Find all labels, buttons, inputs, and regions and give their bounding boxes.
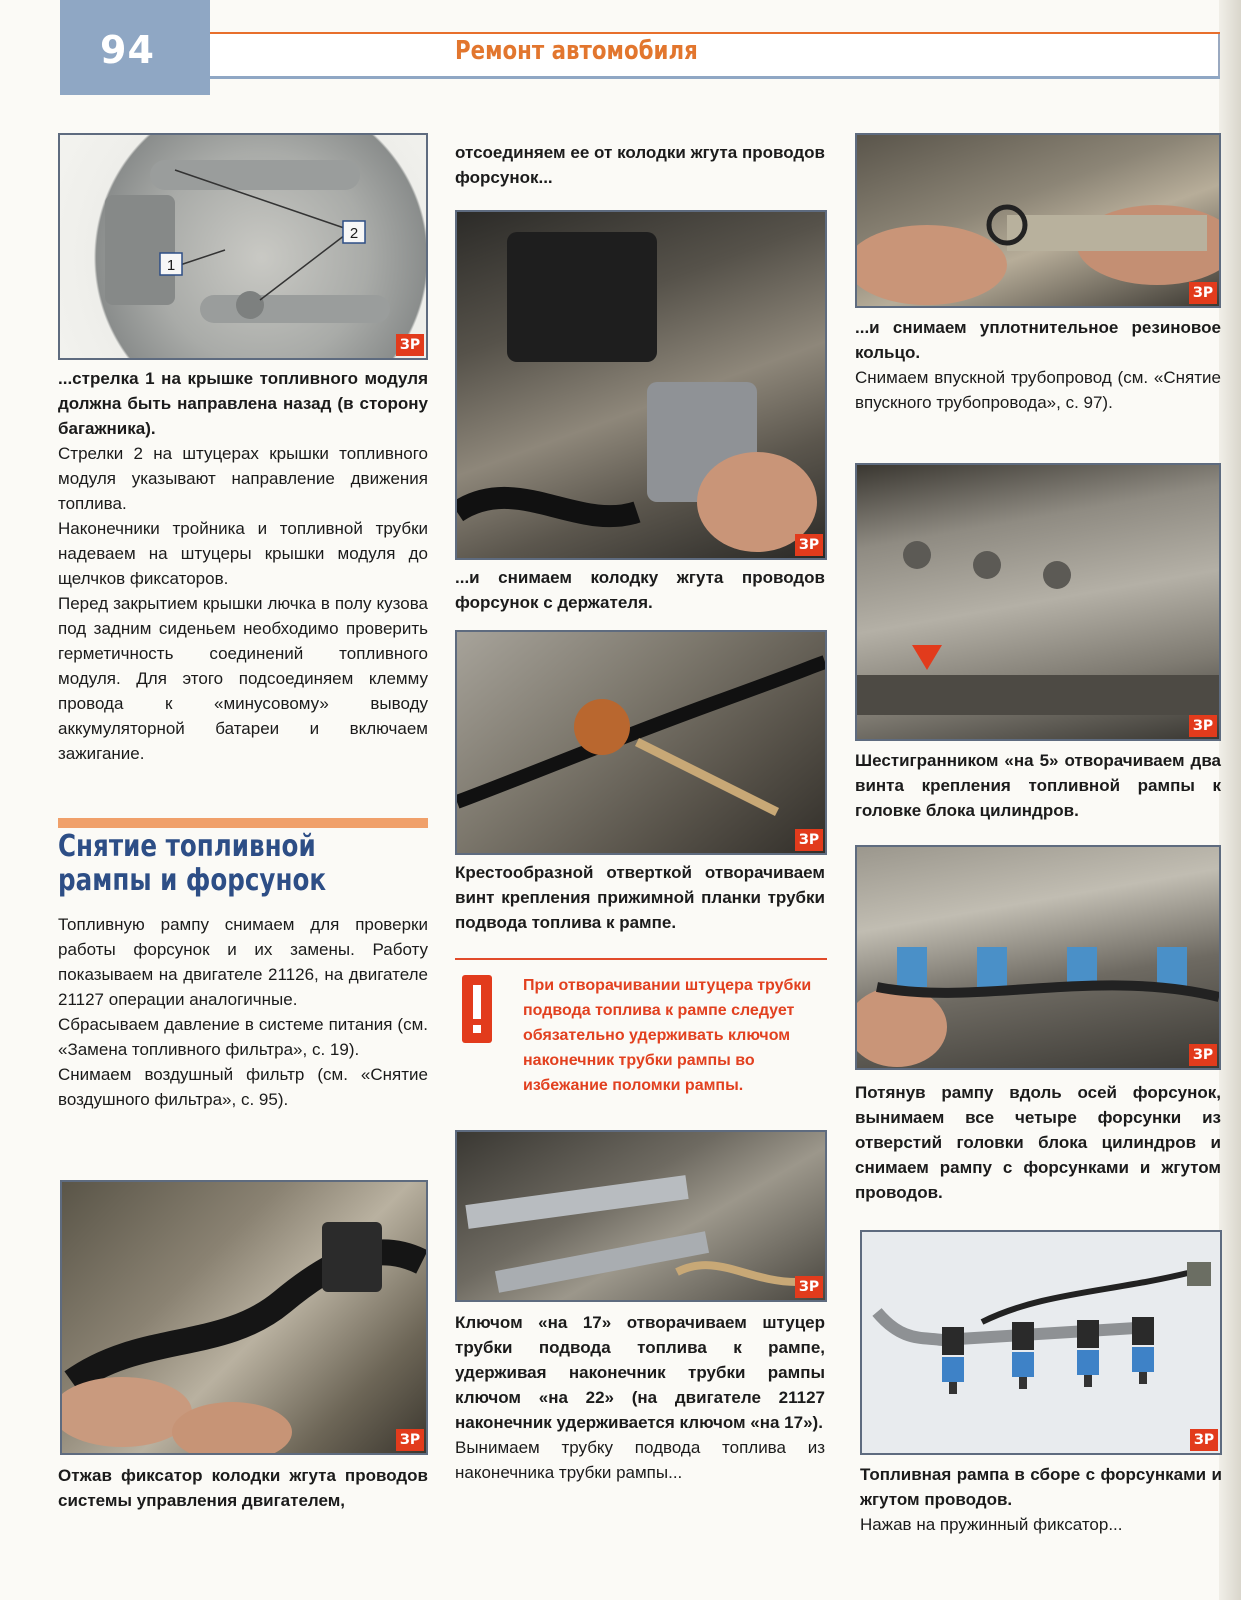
col1-text-block-2 <box>58 912 428 1112</box>
col2-intro <box>455 140 825 190</box>
caption: Крестообразной отверткой отворачиваем винт крепления прижимной планки трубки подвода топлива к рампе. <box>455 863 825 932</box>
warning-icon <box>462 975 492 1043</box>
zr-badge: ЗР <box>795 534 823 556</box>
cylinder-head-photo <box>855 463 1221 741</box>
caption: ...и снимаем колодку жгута проводов форсунок с держателя. <box>455 568 825 612</box>
zr-badge: ЗР <box>1190 1429 1218 1451</box>
warning-text: При отворачивании штуцера трубки подвода топлива к рампе следует обязательно удерживать ключом наконечник трубки рампы во избежание поломки рампы. <box>523 977 812 1094</box>
page-edge <box>1219 0 1241 1600</box>
section-title: Ремонт автомобиля <box>455 36 698 66</box>
col2-text-bottom <box>455 1310 825 1485</box>
col1-caption-bottom <box>58 1463 428 1513</box>
header-rule-bottom <box>210 76 1220 79</box>
caption: Отжав фиксатор колодки жгута проводов системы управления двигателем, <box>58 1466 428 1510</box>
zr-badge: ЗР <box>1189 1044 1217 1066</box>
zr-badge: ЗР <box>1189 715 1217 737</box>
paragraph: Топливную рампу снимаем для проверки работы форсунок и их замены. Работу показываем на двигателе 21126, на двигателе 21127 операции аналогичные. <box>58 915 428 1009</box>
rail-removal-photo <box>855 845 1221 1070</box>
connector-harness-photo <box>60 1180 428 1455</box>
caption: Ключом «на 17» отворачиваем штуцер трубки подвода топлива к рампе, удерживая наконечник трубки рампы ключом «на 22» (на двигателе 21127 наконечник удерживается ключом «на 17»). <box>455 1313 825 1432</box>
paragraph: Сбрасываем давление в системе питания (см. «Замена топливного фильтра», с. 19). <box>58 1015 428 1059</box>
caption: Топливная рампа в сборе с форсунками и жгутом проводов. <box>860 1465 1222 1509</box>
col2-caption-1 <box>455 565 825 615</box>
label-2: 2 <box>349 225 359 242</box>
caption: ...и снимаем уплотнительное резиновое кольцо. <box>855 318 1221 362</box>
fuel-pipe-clamp-photo <box>455 630 827 855</box>
section-heading <box>58 830 427 898</box>
heading-line: Снятие топливной <box>58 829 316 864</box>
zr-badge: ЗР <box>795 1276 823 1298</box>
fuel-rail-assembly-photo <box>860 1230 1222 1455</box>
connector-illustration <box>457 212 825 558</box>
seal-ring-photo <box>855 133 1221 308</box>
heading-line: рампы и форсунок <box>58 863 327 898</box>
paragraph: Перед закрытием крышки лючка в полу кузова под задним сиденьем необходимо проверить герметичность соединений топливного модуля. Для этого подсоединяем клемму провода к «минусовому» выводу аккумуляторной батареи и включаем зажигание. <box>58 594 428 763</box>
paragraph: Наконечники тройника и топливной трубки надеваем на штуцеры крышки модуля до щелчков фиксаторов. <box>58 519 428 588</box>
paragraph: Снимаем воздушный фильтр (см. «Снятие воздушного фильтра», с. 95). <box>58 1065 428 1109</box>
heading-accent-bar <box>58 818 428 828</box>
caption: Потянув рампу вдоль осей форсунок, вынимаем все четыре форсунки из отверстий головки блока цилиндров и снимаем рампу с форсунками и жгутом проводов. <box>855 1083 1221 1202</box>
harness-illustration <box>62 1182 426 1453</box>
col3-text-bottom <box>860 1462 1222 1537</box>
col3-text-block-1 <box>855 315 1221 415</box>
col3-caption-2 <box>855 748 1221 823</box>
paragraph: Стрелки 2 на штуцерах крышки топливного модуля указывают направление движения топлива. <box>58 444 428 513</box>
fuel-rail-illustration <box>862 1232 1220 1453</box>
rail-removal-illustration <box>857 847 1219 1068</box>
col1-text-block-1 <box>58 366 428 766</box>
wrench-illustration <box>457 1132 825 1300</box>
paragraph: Вынимаем трубку подвода топлива из наконечника трубки рампы... <box>455 1438 825 1482</box>
paragraph: Нажав на пружинный фиксатор... <box>860 1515 1123 1534</box>
fuel-module-cap-photo <box>58 133 428 360</box>
cylinder-head-illustration <box>857 465 1219 739</box>
fuel-pipe-illustration <box>457 632 825 853</box>
page-number: 94 <box>100 28 155 72</box>
header-band <box>210 34 1220 76</box>
caption: Шестигранником «на 5» отворачиваем два винта крепления топливной рампы к головке блока цилиндров. <box>855 751 1221 820</box>
paragraph: Снимаем впускной трубопровод (см. «Снятие впускного трубопровода», с. 97). <box>855 368 1221 412</box>
seal-ring-illustration <box>857 135 1219 306</box>
col2-caption-2 <box>455 860 825 935</box>
wrench-fitting-photo <box>455 1130 827 1302</box>
zr-badge: ЗР <box>795 829 823 851</box>
zr-badge: ЗР <box>1189 282 1217 304</box>
zr-badge: ЗР <box>396 1429 424 1451</box>
label-1: 1 <box>166 257 176 274</box>
fuel-module-illustration <box>60 135 426 358</box>
injector-connector-photo <box>455 210 827 560</box>
caption: отсоединяем ее от колодки жгута проводов форсунок... <box>455 143 825 187</box>
warning-rule <box>455 958 827 960</box>
caption: ...стрелка 1 на крышке топливного модуля должна быть направлена назад (в сторону багажника). <box>58 369 428 438</box>
col3-caption-3 <box>855 1080 1221 1205</box>
zr-badge: ЗР <box>396 334 424 356</box>
